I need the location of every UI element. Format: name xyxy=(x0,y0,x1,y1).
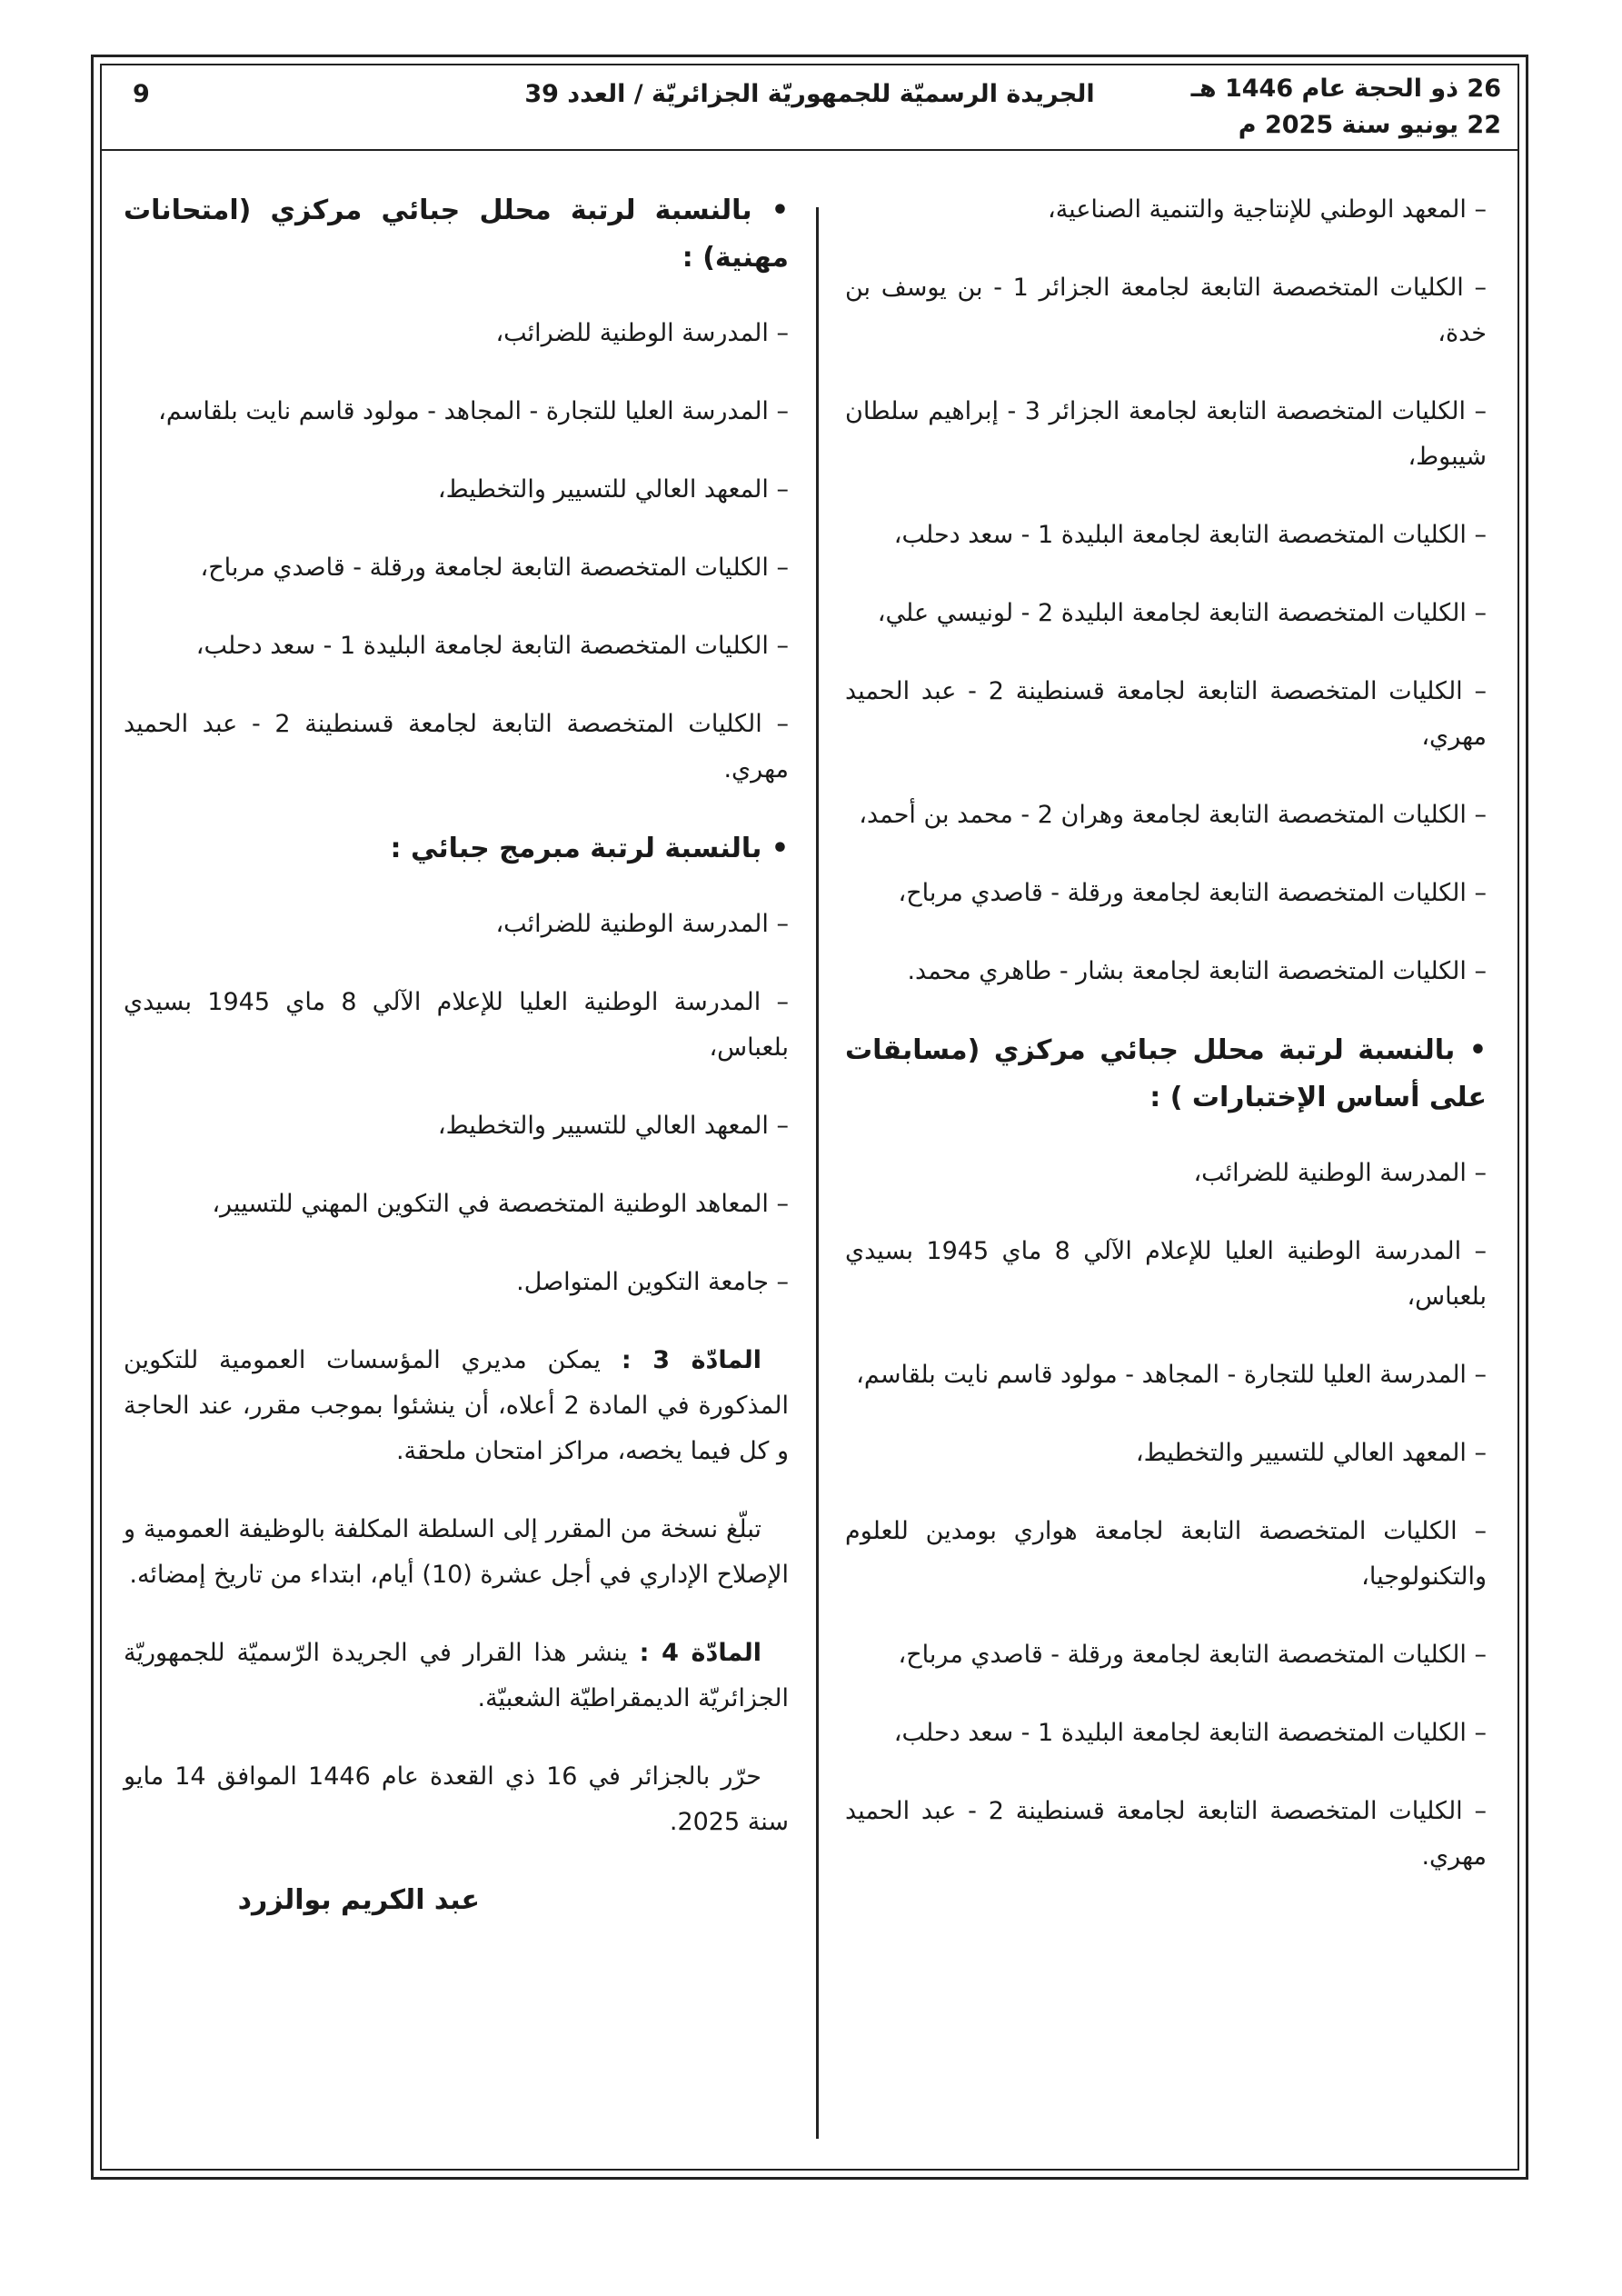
column-divider xyxy=(816,207,819,2139)
list-item: – الكليات المتخصصة التابعة لجامعة البليدة 1 - سعد دحلب، xyxy=(893,1719,1487,1747)
list-item: – الكليات المتخصصة التابعة لجامعة وهران 2 - محمد بن أحمد، xyxy=(859,801,1487,829)
list-item: – المعهد العالي للتسيير والتخطيط، xyxy=(1135,1439,1487,1467)
list-item: – المدرسة الوطنية للضرائب، xyxy=(495,910,789,938)
article-4-text: ينشر هذا القرار في الجريدة الرّسميّة للجمهوريّة الجزائريّة الديمقراطيّة الشعبيّة. xyxy=(124,1639,789,1712)
gazette-title: الجريدة الرسميّة للجمهوريّة الجزائريّة / العدد 39 xyxy=(524,80,1095,108)
list-item: – الكليات المتخصصة التابعة لجامعة الجزائر 3 - إبراهيم سلطان شيبوط، xyxy=(845,397,1487,471)
list-item: – الكليات المتخصصة التابعة لجامعة الجزائر 1 - بن يوسف بن خدة، xyxy=(845,274,1487,347)
signature: عبد الكريم بوالزرد xyxy=(237,1884,480,1916)
list-item: – الكليات المتخصصة التابعة لجامعة ورقلة - قاصدي مرباح، xyxy=(898,1641,1487,1669)
article-4 xyxy=(124,1631,789,1722)
list-item: – المعهد الوطني للإنتاجية والتنمية الصناعية، xyxy=(1047,195,1487,224)
list-item: – الكليات المتخصصة التابعة لجامعة ورقلة - قاصدي مرباح، xyxy=(200,554,789,582)
copy-note: تبلّغ نسخة من المقرر إلى السلطة المكلفة بالوظيفة العمومية و الإصلاح الإداري في أجل عشرة (10) أيام، ابتداء من تاريخ إمضائه. xyxy=(124,1515,789,1589)
date-gregorian: 22 يونيو سنة 2025 م xyxy=(1238,111,1501,139)
list-item: – المدرسة العليا للتجارة - المجاهد - مولود قاسم نايت بلقاسم، xyxy=(856,1361,1487,1389)
list-item: – المدرسة الوطنية للضرائب، xyxy=(495,319,789,347)
list-item: – المدرسة العليا للتجارة - المجاهد - مولود قاسم نايت بلقاسم، xyxy=(158,397,789,425)
article-3 xyxy=(124,1338,789,1474)
list-item: – الكليات المتخصصة التابعة لجامعة هواري بومدين للعلوم والتكنولوجيا، xyxy=(845,1517,1487,1591)
list-item: – الكليات المتخصصة التابعة لجامعة البليدة 1 - سعد دحلب، xyxy=(195,632,789,660)
left-column xyxy=(124,187,789,1923)
list-item: – المدرسة الوطنية العليا للإعلام الآلي 8 ماي 1945 بسيدي بلعباس، xyxy=(845,1237,1487,1311)
list-item: – المعاهد الوطنية المتخصصة في التكوين المهني للتسيير، xyxy=(212,1190,789,1218)
article-3-label: المادّة 3 : xyxy=(621,1346,761,1374)
list-item: – المدرسة الوطنية للضرائب، xyxy=(1193,1159,1487,1187)
list-item: – المعهد العالي للتسيير والتخطيط، xyxy=(437,1112,789,1140)
date-hijri: 26 ذو الحجة عام 1446 هـ xyxy=(1190,75,1501,103)
list-item: – الكليات المتخصصة التابعة لجامعة البليدة 2 - لونيسي علي، xyxy=(877,599,1487,627)
list-item: – الكليات المتخصصة التابعة لجامعة قسنطينة 2 - عبد الحميد مهري. xyxy=(124,710,789,784)
list-item: – الكليات المتخصصة التابعة لجامعة البليدة 1 - سعد دحلب، xyxy=(893,521,1487,549)
list-item: – الكليات المتخصصة التابعة لجامعة بشار - طاهري محمد. xyxy=(907,957,1487,985)
list-item: – الكليات المتخصصة التابعة لجامعة قسنطينة 2 - عبد الحميد مهري، xyxy=(845,677,1487,751)
list-item: – الكليات المتخصصة التابعة لجامعة ورقلة - قاصدي مرباح، xyxy=(898,879,1487,907)
right-column xyxy=(845,187,1487,1912)
list-item: – الكليات المتخصصة التابعة لجامعة قسنطينة 2 - عبد الحميد مهري. xyxy=(845,1797,1487,1871)
list-item: – المعهد العالي للتسيير والتخطيط، xyxy=(437,475,789,504)
section-heading: • بالنسبة لرتبة محلل جبائي مركزي (مسابقات على أساس الإختبارات ) : xyxy=(845,1034,1487,1113)
done-at: حرّر بالجزائر في 16 ذي القعدة عام 1446 الموافق 14 مايو سنة 2025. xyxy=(124,1762,789,1836)
gazette-header xyxy=(100,64,1519,151)
section-heading: • بالنسبة لرتبة مبرمج جبائي : xyxy=(390,833,789,864)
list-item: – جامعة التكوين المتواصل. xyxy=(516,1268,789,1296)
section-heading: • بالنسبة لرتبة محلل جبائي مركزي (امتحانات مهنية) : xyxy=(124,195,789,274)
article-3-text: يمكن مديري المؤسسات العمومية للتكوين المذكورة في المادة 2 أعلاه، أن ينشئوا بموجب مقرر، عند الحاجة و كل فيما يخصه، مراكز امتحان ملحقة. xyxy=(124,1346,789,1465)
page-number: 9 xyxy=(133,80,150,108)
list-item: – المدرسة الوطنية العليا للإعلام الآلي 8 ماي 1945 بسيدي بلعباس، xyxy=(124,988,789,1062)
article-4-label: المادّة 4 : xyxy=(639,1639,761,1667)
